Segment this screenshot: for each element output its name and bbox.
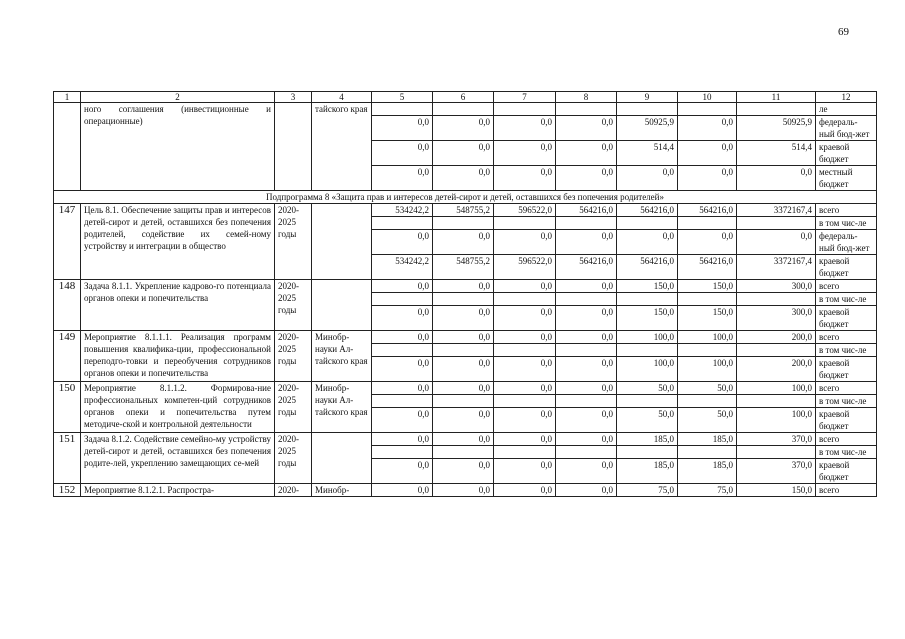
period-cell [275,103,312,191]
value-cell: 0,0 [494,433,556,446]
value-cell [372,395,433,408]
source-cell: краевой бюджет [816,459,877,484]
value-cell: 0,0 [494,280,556,293]
value-cell: 0,0 [372,116,433,141]
value-cell: 150,0 [617,306,678,331]
value-cell [372,103,433,116]
value-cell: 0,0 [556,408,617,433]
source-cell: в том чис-ле [816,446,877,459]
value-cell: 0,0 [494,459,556,484]
value-cell: 200,0 [737,331,816,344]
value-cell [556,103,617,116]
value-cell: 0,0 [556,141,617,166]
value-cell [678,103,737,116]
source-cell: всего [816,280,877,293]
value-cell [617,395,678,408]
value-cell: 0,0 [556,433,617,446]
value-cell: 0,0 [678,166,737,191]
source-cell: краевой бюджет [816,141,877,166]
value-cell [433,446,494,459]
description-cell: Задача 8.1.1. Укрепление кадрово-го потенциала органов опеки и попечительства [81,280,275,331]
source-cell: федераль-ный бюд-жет [816,116,877,141]
value-cell: 564216,0 [617,255,678,280]
column-header: 12 [816,92,877,103]
value-cell [372,344,433,357]
value-cell: 3372167,4 [737,255,816,280]
value-cell: 0,0 [433,408,494,433]
column-header: 5 [372,92,433,103]
value-cell: 50925,9 [617,116,678,141]
value-cell: 185,0 [678,433,737,446]
value-cell [678,446,737,459]
value-cell [372,217,433,230]
value-cell: 0,0 [372,459,433,484]
value-cell [494,395,556,408]
value-cell: 0,0 [494,230,556,255]
value-cell: 548755,2 [433,204,494,217]
value-cell: 0,0 [556,357,617,382]
value-cell: 0,0 [433,382,494,395]
value-cell: 0,0 [494,382,556,395]
source-cell: федераль-ный бюд-жет [816,230,877,255]
column-header: 6 [433,92,494,103]
value-cell [372,293,433,306]
executor-cell: Минобр-науки Ал-тайского края [312,382,372,433]
source-cell: краевой бюджет [816,255,877,280]
value-cell: 50,0 [678,382,737,395]
value-cell: 100,0 [737,382,816,395]
value-cell [494,344,556,357]
value-cell: 300,0 [737,280,816,293]
source-cell: в том чис-ле [816,293,877,306]
value-cell: 564216,0 [678,255,737,280]
value-cell [678,293,737,306]
value-cell: 0,0 [494,141,556,166]
value-cell: 185,0 [678,459,737,484]
value-cell: 0,0 [678,230,737,255]
value-cell: 0,0 [617,230,678,255]
source-cell: всего [816,433,877,446]
value-cell: 0,0 [617,166,678,191]
row-number-cell: 148 [54,280,81,331]
source-cell: местный бюджет [816,166,877,191]
value-cell: 100,0 [617,331,678,344]
value-cell [433,293,494,306]
value-cell [737,217,816,230]
value-cell: 0,0 [556,280,617,293]
value-cell: 150,0 [678,306,737,331]
page-number: 69 [838,26,849,38]
subprogram-title: Подпрограмма 8 «Защита прав и интересов детей-сирот и детей, оставшихся без попечения родителей» [54,191,877,204]
value-cell: 50925,9 [737,116,816,141]
value-cell: 0,0 [494,116,556,141]
value-cell: 0,0 [678,141,737,166]
value-cell: 3372167,4 [737,204,816,217]
value-cell: 0,0 [372,357,433,382]
value-cell [678,344,737,357]
value-cell: 100,0 [617,357,678,382]
value-cell: 75,0 [617,484,678,497]
value-cell: 185,0 [617,433,678,446]
value-cell [494,293,556,306]
value-cell [433,103,494,116]
column-header: 8 [556,92,617,103]
value-cell: 0,0 [433,433,494,446]
value-cell: 0,0 [737,230,816,255]
value-cell: 0,0 [372,331,433,344]
value-cell: 564216,0 [617,204,678,217]
table-row [54,103,877,116]
source-cell: в том чис-ле [816,395,877,408]
value-cell [678,395,737,408]
subprogram-row [54,191,877,204]
value-cell [433,217,494,230]
value-cell: 75,0 [678,484,737,497]
column-header: 10 [678,92,737,103]
value-cell: 0,0 [556,331,617,344]
source-cell: краевой бюджет [816,357,877,382]
executor-cell: тайского края [312,103,372,191]
executor-cell [312,280,372,331]
value-cell: 596522,0 [494,255,556,280]
value-cell: 0,0 [372,484,433,497]
table-row [54,204,877,217]
table-row [54,382,877,395]
source-cell: краевой бюджет [816,306,877,331]
value-cell: 564216,0 [556,255,617,280]
row-number-cell [54,103,81,191]
column-header: 11 [737,92,816,103]
column-header: 1 [54,92,81,103]
value-cell: 150,0 [678,280,737,293]
value-cell: 370,0 [737,433,816,446]
value-cell: 150,0 [617,280,678,293]
period-cell: 2020-2025 годы [275,204,312,280]
value-cell [433,395,494,408]
value-cell: 0,0 [556,166,617,191]
value-cell: 0,0 [556,116,617,141]
value-cell: 0,0 [494,166,556,191]
period-cell: 2020-2025 годы [275,280,312,331]
value-cell: 100,0 [678,331,737,344]
source-cell: всего [816,331,877,344]
value-cell [556,446,617,459]
row-number-cell: 149 [54,331,81,382]
value-cell: 50,0 [617,382,678,395]
source-cell: всего [816,204,877,217]
value-cell [737,293,816,306]
value-cell: 0,0 [556,484,617,497]
value-cell [494,446,556,459]
value-cell: 0,0 [433,141,494,166]
value-cell: 300,0 [737,306,816,331]
value-cell: 0,0 [494,331,556,344]
column-header: 9 [617,92,678,103]
value-cell: 596522,0 [494,204,556,217]
column-header: 2 [81,92,275,103]
description-cell: Цель 8.1. Обеспечение защиты прав и интересов детей-сирот и детей, оставшихся без попечения родителей, содействие их семей-ному устройству и интеграции в общество [81,204,275,280]
budget-table [53,91,877,497]
table-row [54,331,877,344]
value-cell: 150,0 [737,484,816,497]
value-cell: 0,0 [494,408,556,433]
value-cell: 0,0 [433,459,494,484]
value-cell: 514,4 [617,141,678,166]
value-cell: 50,0 [617,408,678,433]
value-cell [494,217,556,230]
value-cell: 0,0 [433,357,494,382]
value-cell [737,344,816,357]
executor-cell [312,433,372,484]
value-cell: 0,0 [556,306,617,331]
value-cell: 0,0 [737,166,816,191]
value-cell: 0,0 [678,116,737,141]
value-cell: 0,0 [433,116,494,141]
value-cell [737,103,816,116]
column-header: 3 [275,92,312,103]
value-cell: 564216,0 [678,204,737,217]
value-cell [494,103,556,116]
value-cell [617,344,678,357]
value-cell: 0,0 [372,230,433,255]
source-cell: всего [816,484,877,497]
value-cell: 50,0 [678,408,737,433]
executor-cell [312,204,372,280]
table-row [54,433,877,446]
value-cell: 0,0 [433,306,494,331]
value-cell [617,446,678,459]
period-cell: 2020-2025 годы [275,433,312,484]
value-cell: 0,0 [433,230,494,255]
value-cell: 0,0 [494,357,556,382]
source-cell: краевой бюджет [816,408,877,433]
value-cell: 100,0 [737,408,816,433]
column-header: 4 [312,92,372,103]
value-cell: 0,0 [433,484,494,497]
value-cell [556,217,617,230]
value-cell [556,293,617,306]
executor-cell: Минобр-науки Ал-тайского края [312,331,372,382]
value-cell: 0,0 [433,166,494,191]
value-cell: 0,0 [372,166,433,191]
value-cell: 200,0 [737,357,816,382]
source-cell: ле [816,103,877,116]
value-cell: 564216,0 [556,204,617,217]
value-cell: 0,0 [494,484,556,497]
value-cell: 534242,2 [372,255,433,280]
value-cell [737,395,816,408]
description-cell: Мероприятие 8.1.1.2. Формирова-ние профессиональных компетен-ций сотрудников органов опеки и попечительства путем методиче-ской и контрольной деятельности [81,382,275,433]
value-cell [617,217,678,230]
source-cell: всего [816,382,877,395]
value-cell [556,344,617,357]
value-cell: 0,0 [433,331,494,344]
description-cell: Мероприятие 8.1.2.1. Распростра- [81,484,275,497]
value-cell: 0,0 [372,141,433,166]
table-row [54,484,877,497]
value-cell: 0,0 [372,306,433,331]
table-row [54,280,877,293]
value-cell: 0,0 [556,382,617,395]
value-cell: 370,0 [737,459,816,484]
source-cell: в том чис-ле [816,217,877,230]
executor-cell: Минобр- [312,484,372,497]
value-cell [372,446,433,459]
value-cell [617,103,678,116]
value-cell: 0,0 [372,382,433,395]
value-cell [433,344,494,357]
value-cell [737,446,816,459]
value-cell: 0,0 [372,433,433,446]
value-cell: 0,0 [372,280,433,293]
value-cell: 0,0 [372,408,433,433]
value-cell: 0,0 [556,230,617,255]
value-cell: 0,0 [556,459,617,484]
period-cell: 2020-2025 годы [275,382,312,433]
description-cell: ного соглашения (инвестиционные и операционные) [81,103,275,191]
row-number-cell: 152 [54,484,81,497]
row-number-cell: 147 [54,204,81,280]
description-cell: Задача 8.1.2. Содействие семейно-му устройству детей-сирот и детей, оставшихся без попечения родите-лей, укреплению замещающих се-мей [81,433,275,484]
value-cell: 548755,2 [433,255,494,280]
row-number-cell: 151 [54,433,81,484]
value-cell: 100,0 [678,357,737,382]
source-cell: в том чис-ле [816,344,877,357]
column-header: 7 [494,92,556,103]
value-cell: 185,0 [617,459,678,484]
description-cell: Мероприятие 8.1.1.1. Реализация программ повышения квалифика-ции, профессиональной переподго-товки и переобучения сотрудников органов опеки и попечительства [81,331,275,382]
value-cell: 0,0 [494,306,556,331]
header-row [54,92,877,103]
value-cell: 534242,2 [372,204,433,217]
period-cell: 2020- [275,484,312,497]
value-cell [678,217,737,230]
value-cell [556,395,617,408]
value-cell: 514,4 [737,141,816,166]
value-cell: 0,0 [433,280,494,293]
row-number-cell: 150 [54,382,81,433]
period-cell: 2020-2025 годы [275,331,312,382]
value-cell [617,293,678,306]
